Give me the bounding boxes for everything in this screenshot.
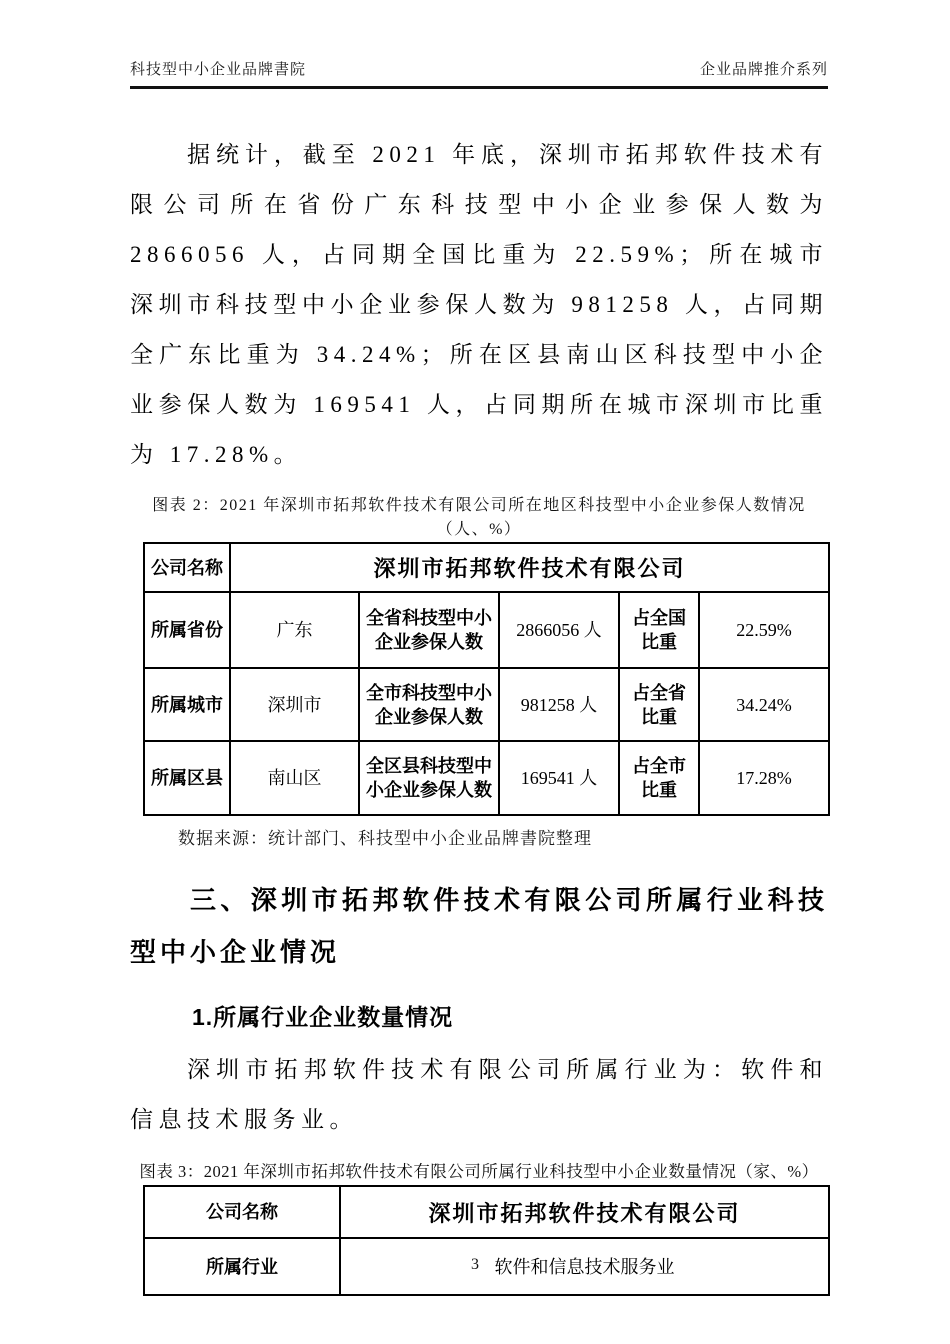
regional-insured-table bbox=[143, 542, 830, 816]
table-row bbox=[144, 741, 829, 815]
cell-district-metric: 全区县科技型中小企业参保人数 bbox=[359, 741, 499, 815]
cell-city-value: 981258 人 bbox=[499, 668, 619, 741]
table-row bbox=[144, 592, 829, 668]
table-row bbox=[144, 668, 829, 741]
figure3-caption: 图表 3：2021 年深圳市拓邦软件技术有限公司所属行业科技型中小企业数量情况（家、%） bbox=[139, 1162, 819, 1181]
cell-industry-label: 所属行业 bbox=[144, 1238, 340, 1295]
cell-district-value: 169541 人 bbox=[499, 741, 619, 815]
industry-table bbox=[143, 1185, 830, 1296]
section-heading: 三、深圳市拓邦软件技术有限公司所属行业科技型中小企业情况 bbox=[130, 886, 828, 967]
intro-paragraph: 据统计，截至 2021 年底，深圳市拓邦软件技术有限公司所在省份广东科技型中小企业参保人数为 2866056 人，占同期全国比重为 22.59%；所在城市深圳市科技型中小企业参保人数为 981258 人，占同期全广东比重为 34.24%；所在区县南山区科技型中小企业参保人数为 169541 人，占同期所在城市深圳市比重为 17.28%。 bbox=[130, 142, 828, 467]
data-source-note: 数据来源：统计部门、科技型中小企业品牌書院整理 bbox=[178, 829, 592, 848]
cell-province-value: 2866056 人 bbox=[499, 592, 619, 668]
cell-district-ratio-label: 占全市比重 bbox=[619, 741, 699, 815]
header-right-text: 企业品牌推介系列 bbox=[699, 61, 828, 78]
cell-province-ratio-label: 占全国比重 bbox=[619, 592, 699, 668]
cell-company-name: 深圳市拓邦软件技术有限公司 bbox=[230, 543, 829, 592]
cell-city-label: 所属城市 bbox=[144, 668, 230, 741]
cell-district-name: 南山区 bbox=[230, 741, 359, 815]
cell-city-metric: 全市科技型中小企业参保人数 bbox=[359, 668, 499, 741]
page-header bbox=[130, 58, 828, 89]
cell-district-label: 所属区县 bbox=[144, 741, 230, 815]
figure2-caption: 图表 2：2021 年深圳市拓邦软件技术有限公司所在地区科技型中小企业参保人数情况（人、%） bbox=[152, 497, 806, 538]
cell-company-name: 深圳市拓邦软件技术有限公司 bbox=[340, 1186, 829, 1238]
cell-company-label: 公司名称 bbox=[144, 543, 230, 592]
cell-city-ratio-value: 34.24% bbox=[699, 668, 829, 741]
industry-paragraph: 深圳市拓邦软件技术有限公司所属行业为：软件和信息技术服务业。 bbox=[130, 1057, 828, 1132]
cell-province-metric: 全省科技型中小企业参保人数 bbox=[359, 592, 499, 668]
cell-province-label: 所属省份 bbox=[144, 592, 230, 668]
cell-city-name: 深圳市 bbox=[230, 668, 359, 741]
table-row bbox=[144, 1186, 829, 1238]
cell-province-name: 广东 bbox=[230, 592, 359, 668]
subsection-heading: 1.所属行业企业数量情况 bbox=[192, 1004, 454, 1030]
table-row bbox=[144, 543, 829, 592]
header-left-text: 科技型中小企业品牌書院 bbox=[130, 61, 307, 78]
cell-industry-value: 软件和信息技术服务业 bbox=[340, 1238, 829, 1295]
cell-district-ratio-value: 17.28% bbox=[699, 741, 829, 815]
cell-company-label: 公司名称 bbox=[144, 1186, 340, 1238]
cell-province-ratio-value: 22.59% bbox=[699, 592, 829, 668]
page-number: 3 bbox=[471, 1256, 479, 1273]
cell-city-ratio-label: 占全省比重 bbox=[619, 668, 699, 741]
